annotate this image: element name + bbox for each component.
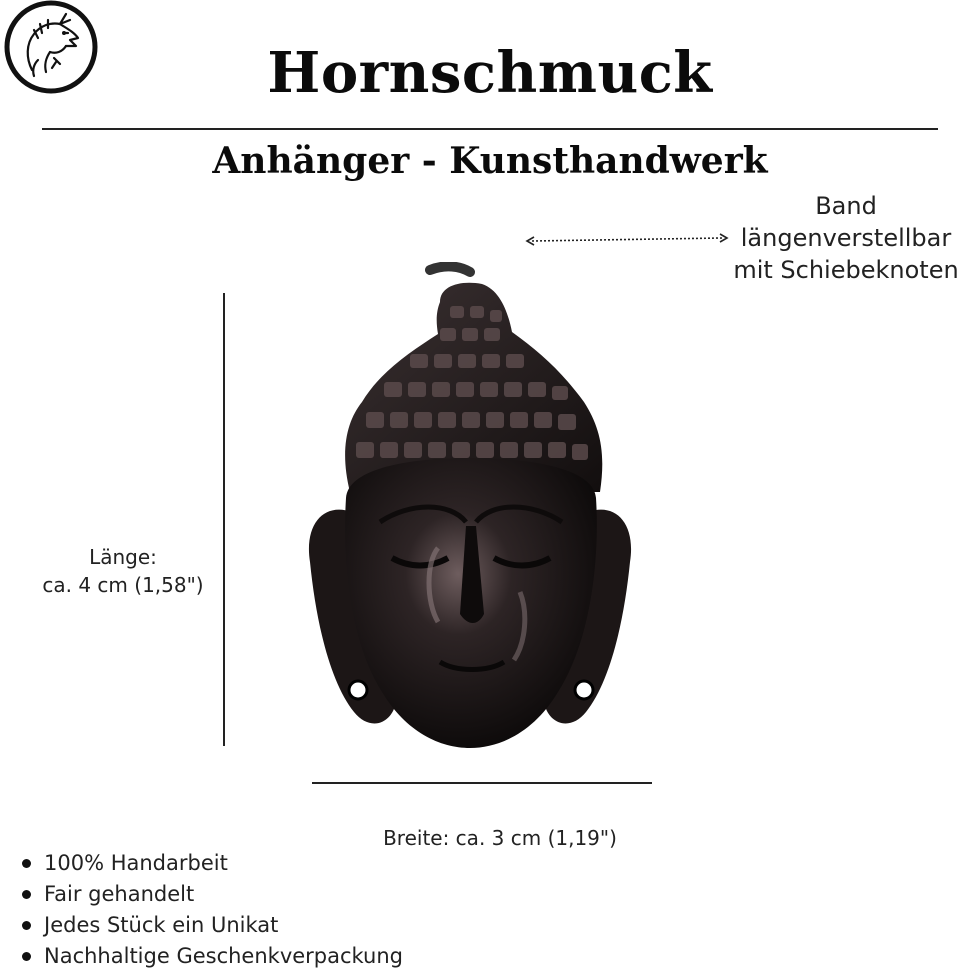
feature-text: Nachhaltige Geschenkverpackung [44,944,404,968]
feature-list [20,848,403,972]
band-note [718,190,974,286]
list-item [20,941,403,972]
buddha-pendant-image [300,262,640,752]
band-pointer-arrow [524,232,730,250]
page-title: Hornschmuck [267,40,713,106]
bullet-icon [22,952,31,961]
width-measure-line [312,782,652,784]
band-note-line: längenverstellbar [740,224,952,252]
bullet-icon [22,890,31,899]
length-measure-line [223,293,225,746]
list-item [20,879,403,910]
feature-text: Fair gehandelt [44,882,195,906]
list-item [20,910,403,941]
band-note-line: mit Schiebeknoten [733,256,959,284]
length-label-line: ca. 4 cm (1,58") [42,573,204,597]
band-note-line: Band [815,192,877,220]
bullet-icon [22,921,31,930]
length-label-line: Länge: [89,545,157,569]
title-divider [42,128,938,130]
length-label [18,543,228,599]
feature-text: 100% Handarbeit [44,851,228,875]
bullet-icon [22,859,31,868]
page-subtitle: Anhänger - Kunsthandwerk [212,140,768,182]
width-label: Breite: ca. 3 cm (1,19") [383,826,617,850]
list-item [20,848,403,879]
feature-text: Jedes Stück ein Unikat [44,913,279,937]
